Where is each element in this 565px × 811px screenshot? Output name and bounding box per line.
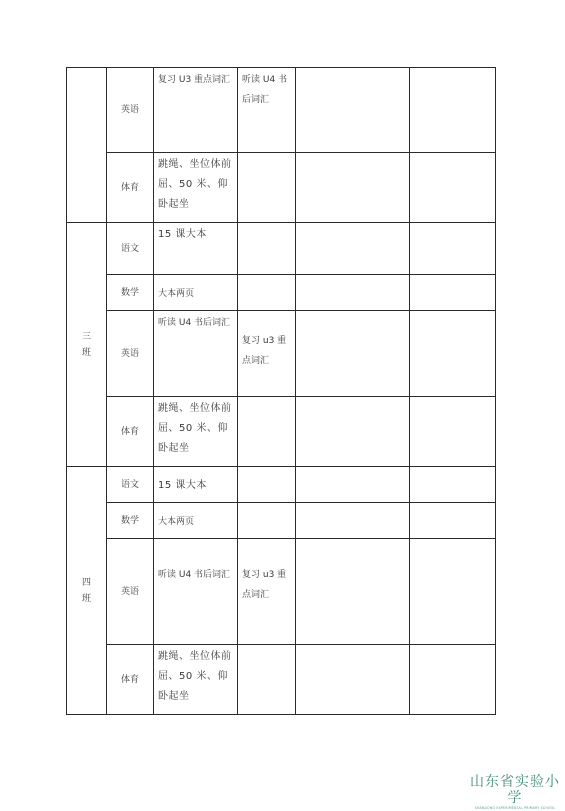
school-logo [470,774,560,811]
table-row [67,223,496,275]
empty-cell [410,397,496,467]
assignment-cell [238,467,296,503]
table-row [67,68,496,153]
assignment-cell [154,397,238,467]
assignment-text: 跳绳、坐位体前屈、50 米、仰卧起坐 [158,159,232,210]
assignment-cell [154,467,238,503]
assignment-cell [154,539,238,645]
subject-cell: 体育 [107,153,154,223]
subject-cell: 数学 [107,503,154,539]
class-cell-continued [67,68,107,223]
assignment-text: 复习 u3 重点词汇 [242,570,287,600]
empty-cell [410,223,496,275]
assignment-cell [238,645,296,715]
subject-cell: 英语 [107,539,154,645]
assignment-text: 15 课大本 [158,479,207,491]
empty-cell [410,503,496,539]
table-row [67,397,496,467]
assignment-cell [154,645,238,715]
empty-cell [410,311,496,397]
class-label-cell [67,223,107,467]
empty-cell [296,503,410,539]
assignment-text: 听读 U4 书后词汇 [242,75,288,105]
subject-cell: 语文 [107,467,154,503]
class-label-line: 四 [81,577,91,588]
school-logo-english: SHANDONG EXPERIMENTAL PRIMARY SCHOOL [474,806,556,810]
empty-cell [296,311,410,397]
assignment-cell [238,311,296,397]
empty-cell [296,397,410,467]
assignment-cell: 大本两页 [154,275,238,311]
assignment-cell [238,503,296,539]
assignment-cell [238,153,296,223]
empty-cell [410,539,496,645]
subject-cell: 数学 [107,275,154,311]
empty-cell [410,68,496,153]
empty-cell [296,467,410,503]
class-label-line: 班 [81,593,91,604]
empty-cell [296,539,410,645]
assignment-cell [154,223,238,275]
assignment-text: 复习 u3 重点词汇 [242,336,287,366]
table-row [67,467,496,503]
table-row [67,153,496,223]
subject-cell: 语文 [107,223,154,275]
subject-cell: 体育 [107,645,154,715]
assignment-text: 复习 U3 重点词汇 [158,75,231,85]
assignment-cell [154,153,238,223]
empty-cell [410,153,496,223]
empty-cell [410,645,496,715]
assignment-cell [154,311,238,397]
assignment-text: 听读 U4 书后词汇 [158,318,231,328]
homework-table [66,67,496,715]
table-row [67,275,496,311]
assignment-cell [238,68,296,153]
assignment-cell [238,223,296,275]
table-row [67,539,496,645]
empty-cell [296,645,410,715]
table-row [67,645,496,715]
empty-cell [296,275,410,311]
assignment-text: 听读 U4 书后词汇 [158,570,231,580]
class-label-line: 班 [81,347,91,358]
subject-cell: 英语 [107,311,154,397]
class-label-line: 三 [81,331,91,342]
empty-cell [410,275,496,311]
subject-cell: 英语 [107,68,154,153]
class-label-cell [67,467,107,715]
assignment-cell [238,275,296,311]
subject-cell: 体育 [107,397,154,467]
table-row [67,311,496,397]
empty-cell [410,467,496,503]
assignment-cell [154,68,238,153]
table-row [67,503,496,539]
empty-cell [296,223,410,275]
assignment-cell [238,539,296,645]
assignment-text: 跳绳、坐位体前屈、50 米、仰卧起坐 [158,403,232,454]
empty-cell [296,68,410,153]
assignment-cell [238,397,296,467]
school-logo-name: 山东省实验小学 [470,774,560,806]
assignment-text: 15 课大本 [158,229,207,240]
empty-cell [296,153,410,223]
assignment-cell: 大本两页 [154,503,238,539]
assignment-text: 跳绳、坐位体前屈、50 米、仰卧起坐 [158,651,232,702]
